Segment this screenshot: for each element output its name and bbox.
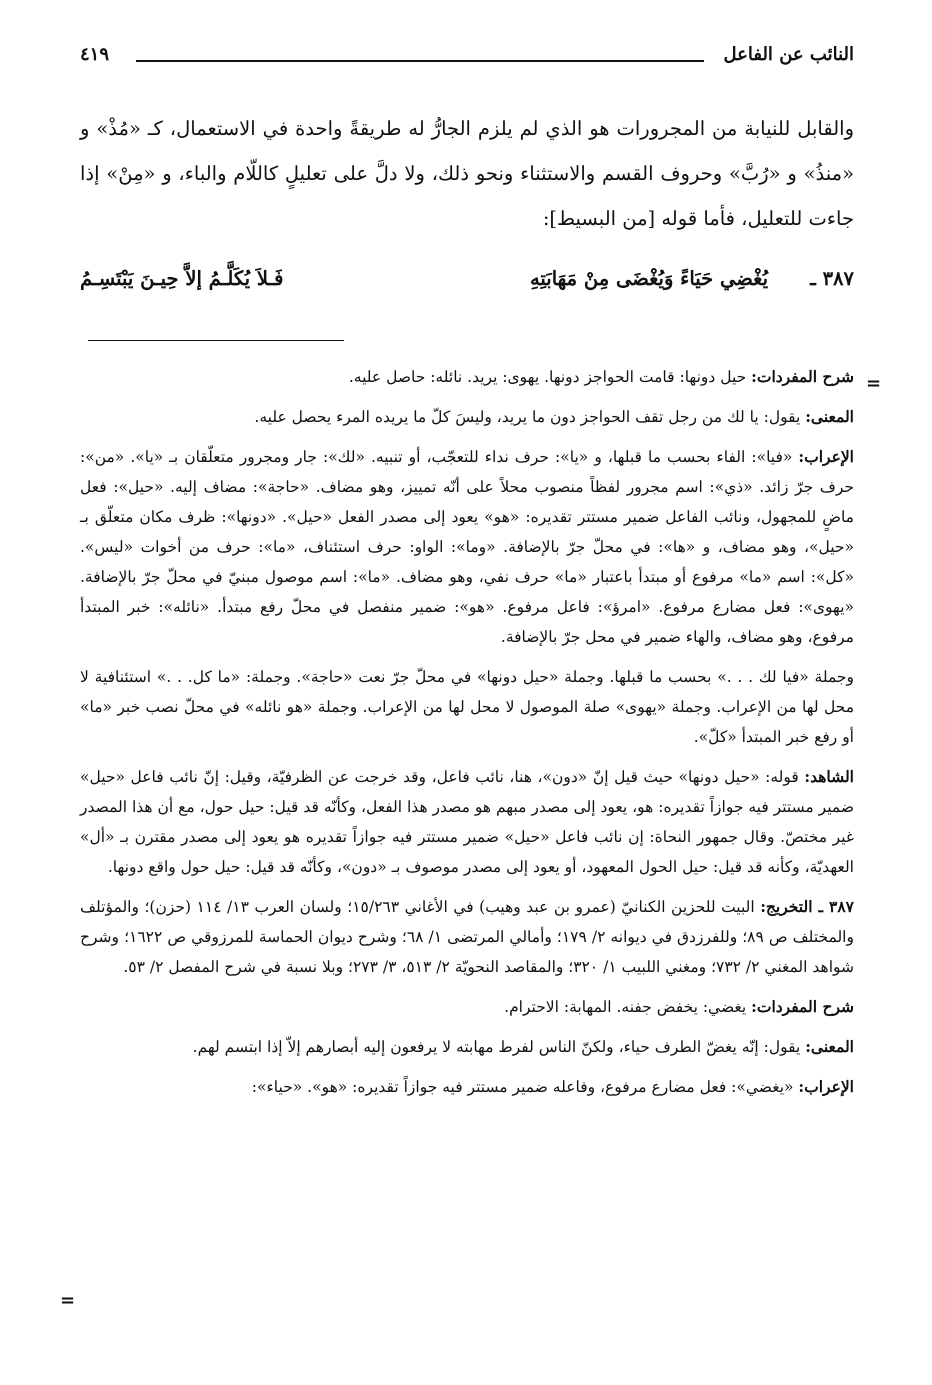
verse-second-hemistich: فَـلاَ يُكَلَّـمُ إلاَّ حِيـنَ يَبْتَسِـمُ <box>80 267 284 290</box>
note-label: الشاهد: <box>804 767 854 786</box>
continuation-mark-bottom: = <box>60 1290 76 1311</box>
note-label: شرح المفردات: <box>751 367 854 386</box>
note-text: «فيا»: الفاء بحسب ما قبلها، و «يا»: حرف نداء للتعجّب، أو تنبيه. «لك»: جار ومجرور متعلّقان بـ «يا». «من»: حرف جرّ زائد. «ذي»: اسم مجرور لفظاً منصوب محلاً على أنّه تمييز، وهو مضاف. «حاجة»: مضاف إليه. «حيل»: فعل ماضٍ للمجهول، ونائب الفاعل ضمير مستتر تقديره: «هو» يعود إلى مصدر الفعل «حيل». «دونها»: ظرف مكان متعلّق بـ «حيل»، وهو مضاف، و «ها»: في محلّ جرّ بالإضافة. «وما»: الواو: حرف استئناف، «ما»: حرف من أخوات «ليس». «كل»: اسم «ما» مرفوع أو مبتدأ باعتبار «ما» حرف نفي، وهو مضاف. «ما»: اسم موصول مبنيّ في محلّ جرّ بالإضافة. «يهوى»: فعل مضارع مرفوع. «امرؤ»: فاعل مرفوع. «هو»: ضمير منفصل في محلّ رفع مبتدأ. «نائله»: خبر المبتدأ مرفوع، وهو مضاف، والهاء ضمير في محل جرّ بالإضافة. <box>80 448 854 646</box>
footnotes <box>80 362 854 1112</box>
note-text: يغضي: يخفض جفنه. المهابة: الاحترام. <box>504 998 752 1016</box>
footnote-separator <box>88 340 344 341</box>
continuation-mark-top: = <box>866 373 882 394</box>
verse-number: ٣٨٧ ـ <box>810 267 854 290</box>
running-header <box>80 40 854 76</box>
note-text: يقول: يا لك من رجل تقف الحواجز دون ما يريد، وليسَ كلّ ما يريده المرء يحصل عليه. <box>254 408 806 426</box>
verse-first-hemistich: يُغْضِي حَيَاءً وَيُغْضَى مِنْ مَهَابَتِهِ <box>529 267 768 290</box>
note-sources <box>80 892 854 982</box>
chapter-title: النائب عن الفاعل <box>723 44 854 65</box>
note-label: المعنى: <box>805 407 854 426</box>
note-label: الإعراب: <box>798 447 854 466</box>
note-vocabulary <box>80 362 854 392</box>
note-vocabulary-2 <box>80 992 854 1022</box>
note-text: حيل دونها: قامت الحواجز دونها. يهوى: يريد. نائله: حاصل عليه. <box>348 368 752 386</box>
note-label: ٣٨٧ ـ التخريج: <box>760 897 855 916</box>
note-evidence <box>80 762 854 882</box>
main-text <box>80 106 854 241</box>
note-text: يقول: إنّه يغضّ الطرف حياء، ولكنّ الناس لفرط مهابته لا يرفعون إليه أبصارهم إلاّ إذا ابتسم لهم. <box>192 1038 806 1056</box>
note-text: قوله: «حيل دونها» حيث قيل إنّ «دون»، هنا، نائب فاعل، وقد خرجت عن الظرفيّة، وقيل: إنّ نائب فاعل «حيل» ضمير مستتر فيه جوازاً تقديره: هو، يعود إلى مصدر مبهم هو مصدر هذا الفعل، وكأنّه قد قيل: حيل حول، مع أن هذا المصدر غير مختصّ. وقال جمهور النحاة: إن نائب فاعل «حيل» ضمير مستتر فيه جوازاً تقديره هو يعود إلى مصدر مقترن بـ «أل» العهديّة، وكأنه قد قيل: حيل الحول المعهود، أو يعود إلى مصدر موصوف بـ «دون»، وكأنّه قد قيل: حيل حول واقع دونها. <box>80 768 854 876</box>
note-label: شرح المفردات: <box>751 997 854 1016</box>
note-parsing <box>80 442 854 652</box>
note-meaning-2 <box>80 1032 854 1062</box>
note-sentences: وجملة «فيا لك . . .» بحسب ما قبلها. وجملة «حيل دونها» في محلّ جرّ نعت «حاجة». وجملة: «ما كل. . .» استئنافية لا محل لها من الإعراب. وجملة «يهوى» صلة الموصول لا محل لها من الإعراب. وجملة «هو نائله» في محلّ نصب خبر «ما» أو رفع خبر المبتدأ «كلّ». <box>80 668 854 746</box>
note-text: البيت للحزين الكنانيّ (عمرو بن عبد وهيب) في الأغاني ١٥/٢٦٣؛ ولسان العرب ١٣/ ١١٤ (حزن)؛ والمؤتلف والمختلف ص ٨٩؛ وللفرزدق في ديوانه ٢/ ١٧٩؛ وأمالي المرتضى ١/ ٦٨؛ وشرح ديوان الحماسة للمرزوقي ص ١٦٢٢؛ وشرح شواهد المغني ٢/ ٧٣٢؛ ومغني اللبيب ١/ ٣٢٠؛ والمقاصد النحويّة ٢/ ٥١٣، ٣/ ٢٧٣؛ وبلا نسبة في شرح المفصل ٢/ ٥٣. <box>80 898 854 976</box>
poetry-verse <box>80 256 854 302</box>
note-text: «يغضي»: فعل مضارع مرفوع، وفاعله ضمير مستتر فيه جوازاً تقديره: «هو». «حياء»: <box>251 1078 799 1096</box>
main-paragraph: والقابل للنيابة من المجرورات هو الذي لم يلزم الجارُّ له طريقةً واحدة في الاستعمال، كـ «مُذْ» و «منذُ» و «رُبَّ» وحروف القسم والاستثناء ونحو ذلك، ولا دلَّ على تعليلٍ كاللّام والباء، و «مِنْ» إذا جاءت للتعليل، فأما قوله [من البسيط]: <box>80 117 854 230</box>
note-meaning <box>80 402 854 432</box>
note-parsing-2 <box>80 1072 854 1102</box>
note-label: الإعراب: <box>798 1077 854 1096</box>
header-rule <box>136 60 704 62</box>
note-label: المعنى: <box>805 1037 854 1056</box>
page-number: ٤١٩ <box>80 44 110 65</box>
